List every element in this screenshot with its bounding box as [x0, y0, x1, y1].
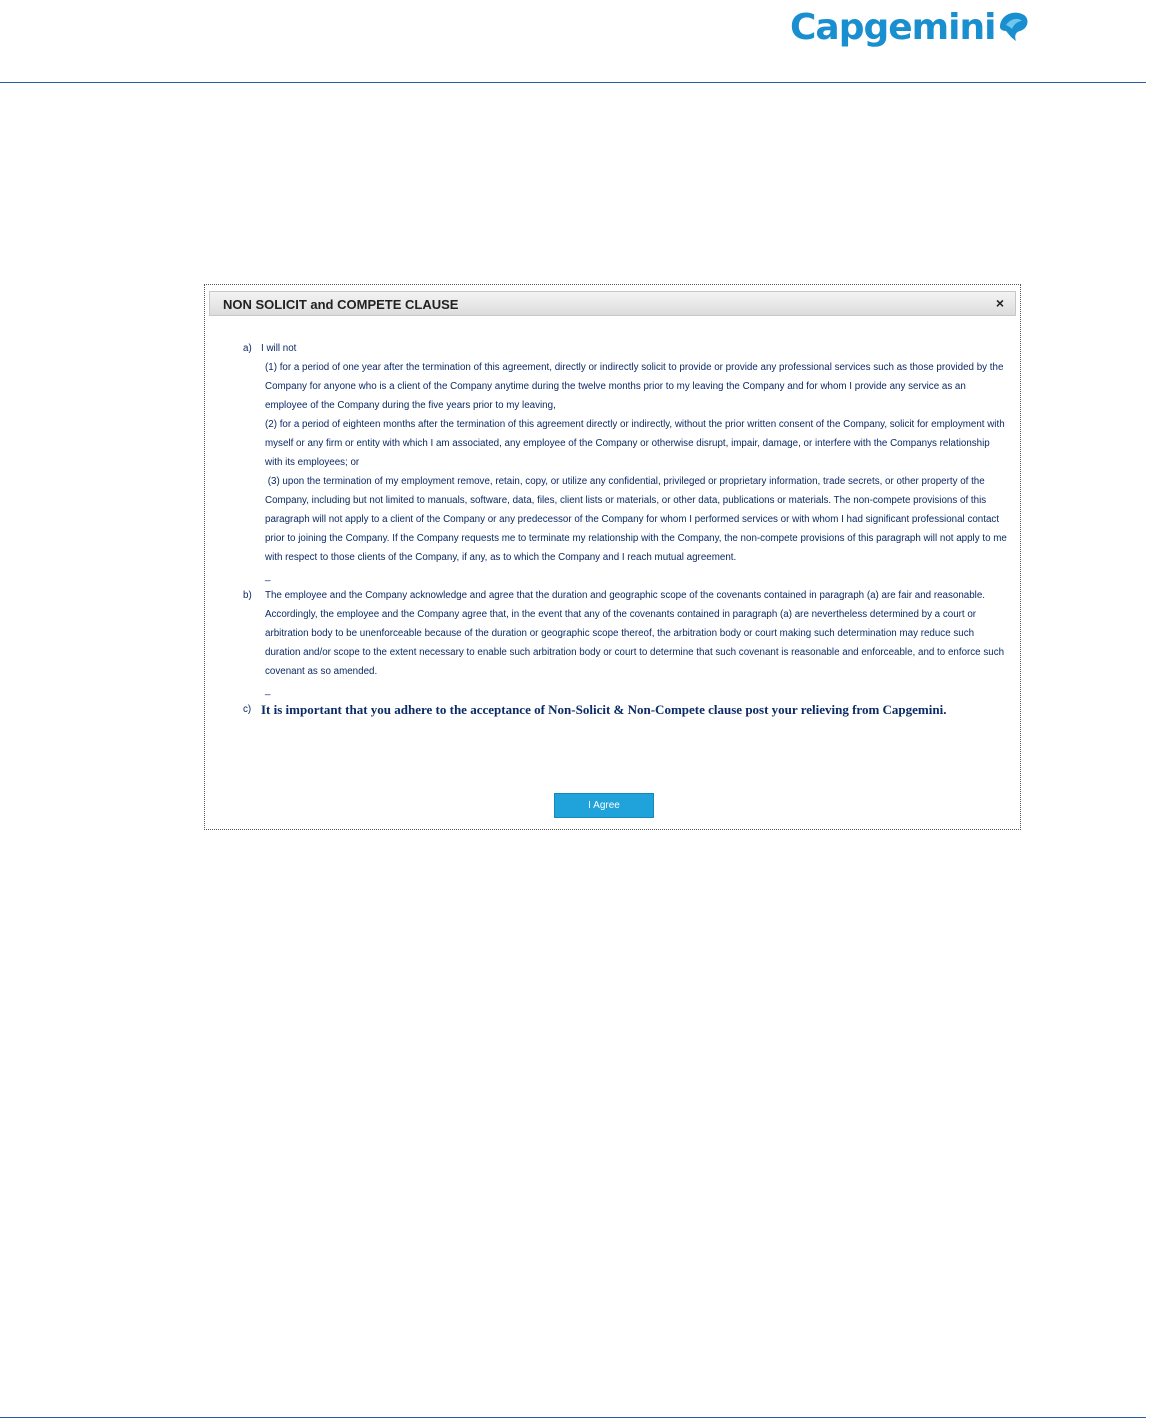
non-solicit-dialog — [204, 284, 1021, 830]
section-a-item-3: (3) upon the termination of my employment remove, retain, copy, or utilize any confidential, privileged or proprietary information, trade secrets, or other property of the Company, including but not limited to manuals, software, data, files, client lists or materials, or other data, publications or materials. The non-compete provisions of this paragraph will not apply to a client of the Company or any predecessor of the Company for whom I performed services or with whom I had significant professional contact prior to joining the Company. If the Company requests me to terminate my relationship with the Company, the non-compete provisions of this paragraph will not apply to me with respect to those clients of the Company, if any, as to which the Company and I reach mutual agreement. — [265, 476, 1010, 563]
section-a-heading: I will not — [261, 343, 297, 354]
i-agree-button[interactable]: I Agree — [554, 793, 654, 818]
section-a — [239, 339, 1009, 358]
close-icon[interactable]: × — [995, 295, 1005, 311]
dialog-header — [209, 291, 1016, 316]
separator-dash: _ — [265, 685, 271, 696]
section-c-marker: c) — [243, 704, 252, 715]
section-a-item-2: (2) for a period of eighteen months after the termination of this agreement directly or indirectly, without the prior written consent of the Company, solicit for employment with myself or any firm or entity with which I am associated, any employee of the Company or otherwise disrupt, impair, damage, or interfere with the Companys relationship with its employees; or — [265, 419, 1005, 468]
capgemini-logo — [790, 2, 1030, 54]
section-a-item-1: (1) for a period of one year after the termination of this agreement, directly or indirectly solicit to provide or provide any professional services such as those provided by the Company for anyone who is a client of the Company anytime during the twelve months prior to my leaving the Company and for whom I provide any service as an employee of the Company during the five years prior to my leaving, — [265, 362, 1004, 411]
header-rule — [0, 82, 1146, 83]
logo-text: Capgemini — [790, 7, 996, 48]
separator-dash: _ — [265, 571, 271, 582]
dialog-body — [239, 339, 1009, 719]
section-a-marker: a) — [243, 343, 252, 354]
section-b-marker: b) — [243, 590, 252, 601]
footer-rule — [0, 1417, 1146, 1418]
section-c — [239, 700, 1009, 719]
spade-icon — [996, 5, 1030, 45]
section-b-text: The employee and the Company acknowledge and agree that the duration and geographic scope of the covenants contained in paragraph (a) are fair and reasonable. Accordingly, the employee and the Company agree that, in the event that any of the covenants contained in paragraph (a) are nevertheless determined by a court or arbitration body to be unenforceable because of the duration or geographic scope thereof, the arbitration body or court making such determination may reduce such duration and/or scope to the extent necessary to enable such arbitration body or court to determine that such covenant is reasonable and enforceable, and to enforce such covenant as so amended. — [265, 590, 1005, 677]
section-c-text: It is important that you adhere to the acceptance of Non-Solicit & Non-Compete clause post your relieving from Capgemini. — [261, 702, 947, 717]
section-b — [239, 586, 1009, 681]
dialog-title: NON SOLICIT and COMPETE CLAUSE — [223, 297, 459, 312]
